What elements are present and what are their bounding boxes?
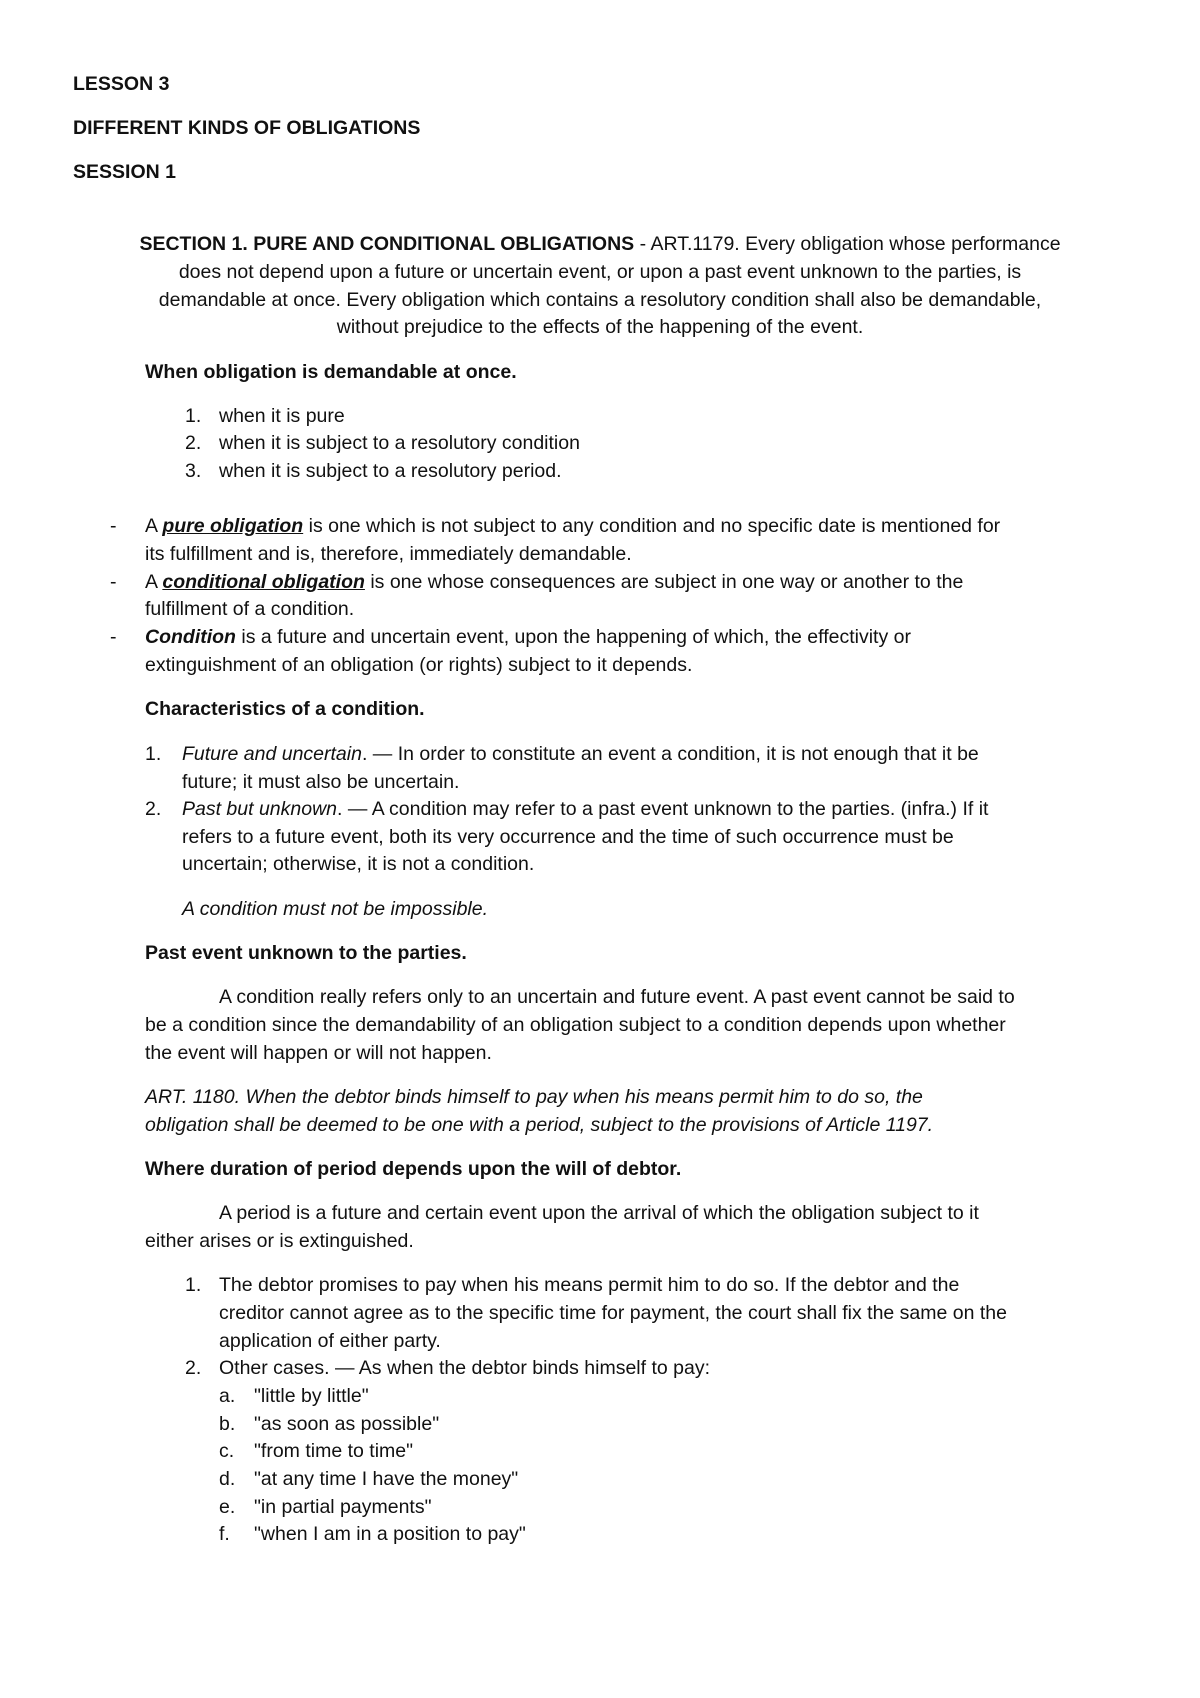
sub-list-letter: a. (219, 1385, 236, 1407)
period-item-1-line-2: creditor cannot agree as to the specific time for payment, the court shall fix the same on the (219, 1302, 1007, 1324)
sub-list-item: "in partial payments" (254, 1496, 432, 1518)
pure-obligation-def-line-2: its fulfillment and is, therefore, immediately demandable. (145, 543, 632, 565)
section-1-line-2: does not depend upon a future or uncertain event, or upon a past event unknown to the parties, is (178, 261, 1022, 283)
lesson-label: LESSON 3 (73, 73, 170, 95)
sub-list-item: "when I am in a position to pay" (254, 1523, 526, 1545)
list-number: 2. (185, 432, 202, 454)
impossible-note: A condition must not be impossible. (182, 898, 489, 920)
art-1179-text: ART.1179. Every obligation whose performance (650, 233, 1061, 255)
list-number: 3. (185, 460, 202, 482)
condition-def-line-2: extinguishment of an obligation (or rights) subject to it depends. (145, 654, 693, 676)
past-unknown-line-2: refers to a future event, both its very occurrence and the time of such occurrence must be (182, 826, 954, 848)
past-event-line-2: be a condition since the demandability of an obligation subject to a condition depends upon whether (145, 1014, 1006, 1036)
conditional-obligation-term: conditional obligation (162, 571, 365, 593)
section-1-line-1: SECTION 1. PURE AND CONDITIONAL OBLIGATIONS - ART.1179. Every obligation whose performance (139, 233, 1061, 255)
sub-list-item: "at any time I have the money" (254, 1468, 519, 1490)
list-number: 1. (185, 405, 202, 427)
past-unknown-label: Past but unknown (182, 798, 338, 820)
bullet-dash: - (110, 515, 117, 537)
period-para-line-2: either arises or is extinguished. (145, 1230, 414, 1252)
bullet-dash: - (110, 571, 117, 593)
conditional-obligation-def-line-1: A conditional obligation is one whose consequences are subject in one way or another to the (145, 571, 964, 593)
future-uncertain-line-2: future; it must also be uncertain. (182, 771, 460, 793)
period-para-line-1: A period is a future and certain event upon the arrival of which the obligation subject to it (219, 1202, 979, 1224)
art-1180-line-2: obligation shall be deemed to be one with a period, subject to the provisions of Article 1197. (145, 1114, 934, 1136)
period-item-2: Other cases. — As when the debtor binds himself to pay: (219, 1357, 711, 1379)
document-title: DIFFERENT KINDS OF OBLIGATIONS (73, 117, 421, 139)
characteristics-heading: Characteristics of a condition. (145, 698, 425, 720)
sub-list-item: "as soon as possible" (254, 1413, 440, 1435)
past-event-heading: Past event unknown to the parties. (145, 942, 467, 964)
list-item: when it is pure (219, 405, 345, 427)
past-unknown-line-3: uncertain; otherwise, it is not a condition. (182, 853, 535, 875)
past-event-line-3: the event will happen or will not happen. (145, 1042, 492, 1064)
period-item-1-line-1: The debtor promises to pay when his means permit him to do so. If the debtor and the (219, 1274, 960, 1296)
period-item-1-line-3: application of either party. (219, 1330, 441, 1352)
bullet-dash: - (110, 626, 117, 648)
session-label: SESSION 1 (73, 161, 176, 183)
sub-list-item: "from time to time" (254, 1440, 414, 1462)
list-number: 2. (145, 798, 162, 820)
future-uncertain-label: Future and uncertain (182, 743, 362, 765)
period-heading: Where duration of period depends upon the will of debtor. (145, 1158, 682, 1180)
condition-def-line-1: Condition is a future and uncertain event, upon the happening of which, the effectivity or (145, 626, 911, 648)
sub-list-letter: c. (219, 1440, 235, 1462)
sub-list-letter: b. (219, 1413, 236, 1435)
section-1-line-3: demandable at once. Every obligation which contains a resolutory condition shall also be demandable, (158, 289, 1042, 311)
section-1-line-4: without prejudice to the effects of the happening of the event. (336, 316, 864, 338)
pure-obligation-def-line-1: A pure obligation is one which is not subject to any condition and no specific date is mentioned for (145, 515, 1001, 537)
demandable-heading: When obligation is demandable at once. (145, 361, 517, 383)
conditional-obligation-def-line-2: fulfillment of a condition. (145, 598, 355, 620)
list-number: 2. (185, 1357, 202, 1379)
list-number: 1. (145, 743, 162, 765)
list-item: when it is subject to a resolutory condition (219, 432, 580, 454)
pure-obligation-term: pure obligation (162, 515, 304, 537)
sub-list-item: "little by little" (254, 1385, 369, 1407)
sub-list-letter: f. (219, 1523, 230, 1545)
past-event-line-1: A condition really refers only to an uncertain and future event. A past event cannot be said to (219, 986, 1015, 1008)
past-unknown-line-1: Past but unknown. — A condition may refer to a past event unknown to the parties. (infra.) If it (182, 798, 989, 820)
future-uncertain-line-1: Future and uncertain. — In order to constitute an event a condition, it is not enough that it be (182, 743, 979, 765)
art-1180-line-1: ART. 1180. When the debtor binds himself to pay when his means permit him to do so, the (145, 1086, 923, 1108)
sub-list-letter: e. (219, 1496, 236, 1518)
section-1-label: SECTION 1. PURE AND CONDITIONAL OBLIGATIONS (139, 233, 635, 255)
sub-list-letter: d. (219, 1468, 236, 1490)
list-number: 1. (185, 1274, 202, 1296)
list-item: when it is subject to a resolutory period. (219, 460, 562, 482)
condition-term: Condition (145, 626, 236, 648)
